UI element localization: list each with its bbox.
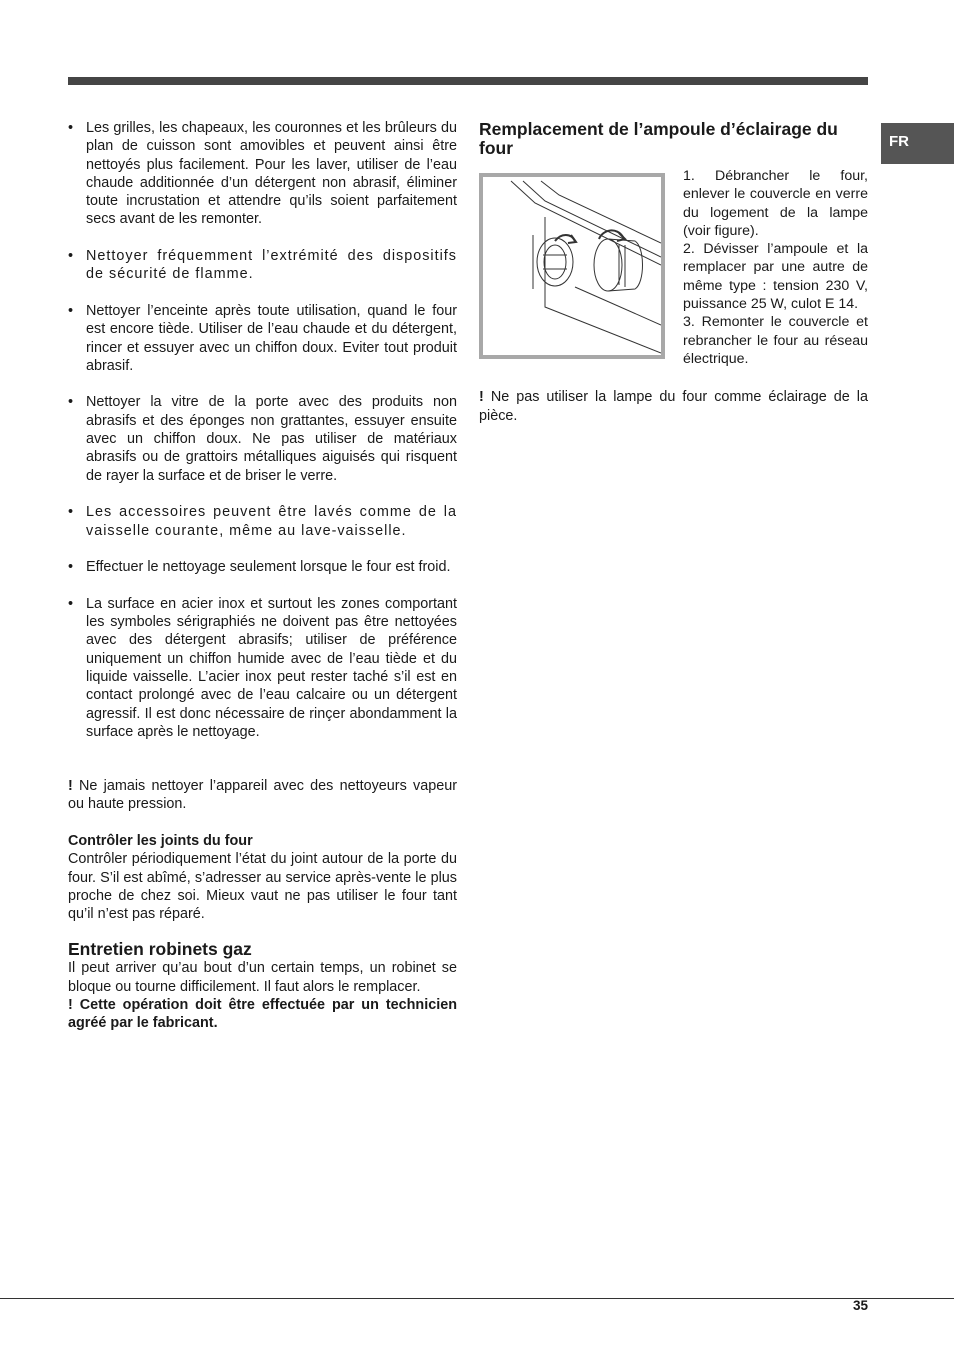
list-item: • La surface en acier inox et surtout les zones comportant les symboles sérigraphiés ne doivent pas être nettoyées avec des détergent abrasifs; utiliser de préférence uniquement un chiffon humide avec de l’eau tiède et du liquide vaisselle. L’acier inox peut rester taché s’il est en contact prolongé avec de l’eau calcaire ou un détergent agressif. Il est donc nécessaire de rinçer abondamment la surface après le nettoyage. xyxy=(68,595,457,741)
step-item: 3. Remonter le couvercle et rebrancher le four au réseau électrique. xyxy=(683,314,868,367)
lamp-warning xyxy=(479,388,868,425)
lamp-figure-block xyxy=(479,167,868,368)
steam-warning xyxy=(68,777,457,814)
gas-warning xyxy=(68,996,457,1033)
left-column xyxy=(68,119,457,1033)
lamp-figure xyxy=(479,173,665,359)
lamp-steps xyxy=(683,167,868,368)
language-tab: FR xyxy=(881,123,954,164)
warning-text: Ne jamais nettoyer l’appareil avec des nettoyeurs vapeur ou haute pression. xyxy=(68,778,458,813)
step-item: 2. Dévisser l’ampoule et la remplacer par une autre de même type : tension 230 V, puissance 25 W, culot E 14. xyxy=(683,241,868,313)
oven-lamp-illustration xyxy=(483,177,661,355)
gas-warning-text: Cette opération doit être effectuée par un technicien agréé par le fabricant. xyxy=(68,997,457,1032)
warning-mark: ! xyxy=(479,389,484,406)
right-column xyxy=(479,119,868,425)
list-item: • Les grilles, les chapeaux, les couronnes et les brûleurs du plan de cuisson sont amovibles et peuvent ainsi être nettoyés plus facilement. Pour les laver, utiliser de l’eau chaude additionnée d’un détergent non abrasif, éliminer toute incrustation et attendre qu’ils soient parfaitement secs avant de les remonter. xyxy=(68,119,457,229)
list-item: • Nettoyer la vitre de la porte avec des produits non abrasifs et des éponges non grattantes, essuyer ensuite avec un chiffon doux. Ne pas utiliser de matériaux abrasifs ou de grattoirs métalliques aiguisés qui risquent de rayer la surface et de briser le verre. xyxy=(68,393,457,484)
step-item: 1. Débrancher le four, enlever le couvercle en verre du logement de la lampe (voir figure). xyxy=(683,168,868,239)
page-number: 35 xyxy=(852,1298,868,1313)
warning-mark: ! xyxy=(68,997,73,1014)
list-item: • Nettoyer fréquemment l’extrémité des dispositifs de sécurité de flamme. xyxy=(68,247,457,284)
warning-mark: ! xyxy=(68,778,73,795)
list-item: • Les accessoires peuvent être lavés comme de la vaisselle courante, même au lave-vaisselle. xyxy=(68,503,457,540)
list-item: • Nettoyer l’enceinte après toute utilisation, quand le four est encore tiède. Utiliser de l’eau chaude et du détergent, rincer et essuyer avec un chiffon doux. Eviter tout produit abrasif. xyxy=(68,302,457,375)
footer-rule xyxy=(0,1298,954,1299)
lamp-warning-text: Ne pas utiliser la lampe du four comme éclairage de la pièce. xyxy=(479,389,869,424)
joints-heading: Contrôler les joints du four xyxy=(68,832,253,849)
joints-text: Contrôler périodiquement l’état du joint autour de la porte du four. S’il est abîmé, s’adresser au service après-vente le plus proche de chez soi. Mieux vaut ne pas utiliser le four tant qu’il n’est pas réparé. xyxy=(68,851,457,923)
header-rule xyxy=(68,77,868,85)
cleaning-list xyxy=(68,119,457,741)
gas-section-title: Entretien robinets gaz xyxy=(68,939,252,960)
gas-text: Il peut arriver qu’au bout d’un certain temps, un robinet se bloque ou tourne difficilement. Il faut alors le remplacer. xyxy=(68,960,457,995)
list-item: • Effectuer le nettoyage seulement lorsque le four est froid. xyxy=(68,558,457,576)
lamp-section-title: Remplacement de l’ampoule d’éclairage du four xyxy=(479,119,838,158)
